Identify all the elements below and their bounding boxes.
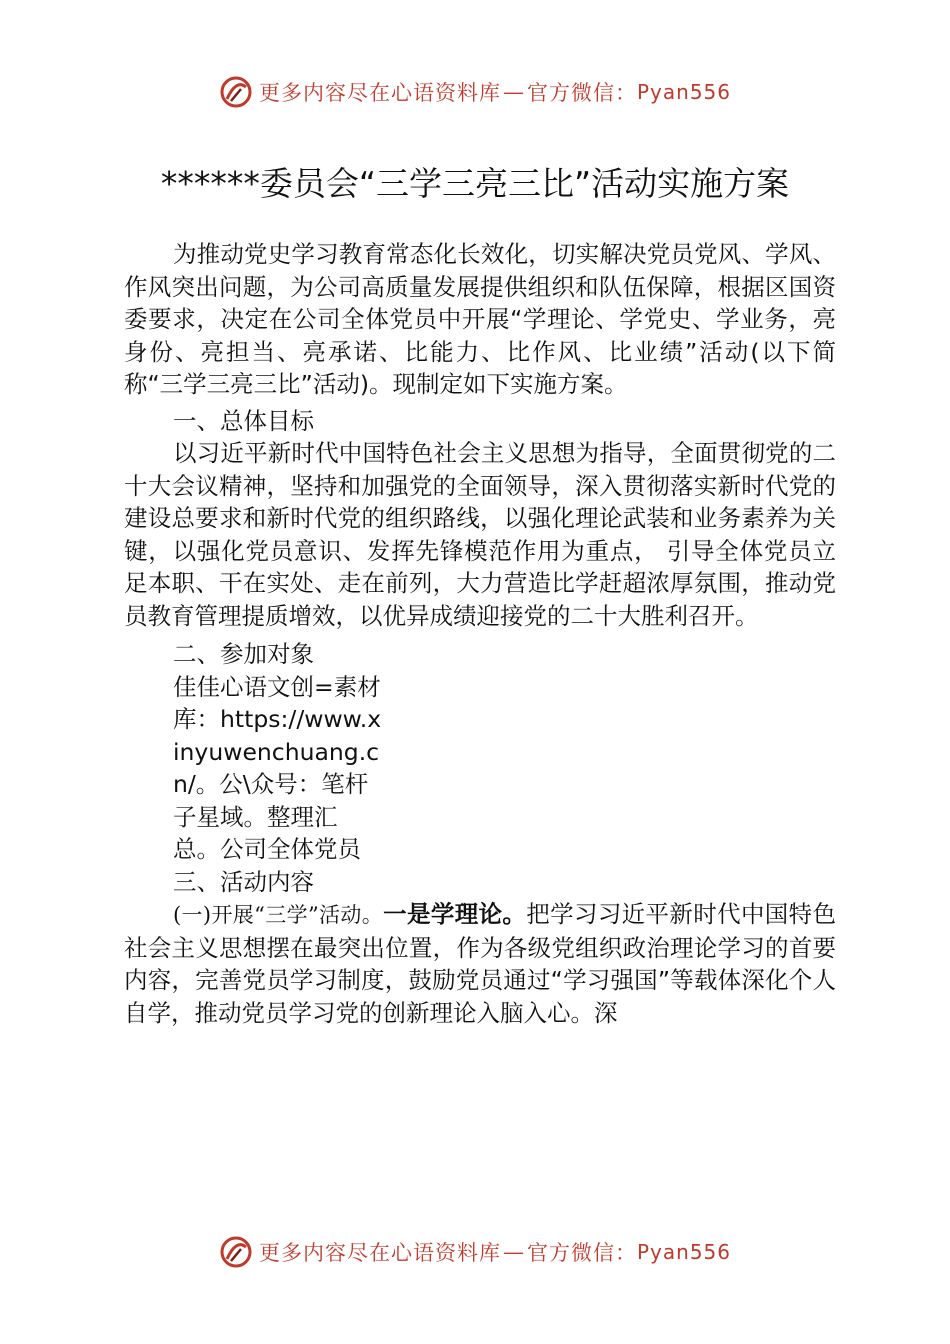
section2-heading: 二、参加对象 bbox=[173, 640, 314, 668]
banner-separator: — bbox=[502, 1240, 525, 1264]
banner-wechat-id: Pyan556 bbox=[636, 1240, 731, 1264]
section3-bold: 一是学理论。 bbox=[383, 900, 527, 928]
banner-separator: — bbox=[502, 80, 525, 104]
banner-wechat-label: 官方微信： bbox=[526, 81, 637, 105]
banner-text: 更多内容尽在心语资料库 bbox=[258, 1241, 501, 1265]
banner-wechat-id: Pyan556 bbox=[636, 80, 731, 104]
footer-banner bbox=[0, 1232, 950, 1272]
banner-wechat-label: 官方微信： bbox=[526, 1241, 637, 1265]
section1-paragraph: 以习近平新时代中国特色社会主义思想为指导，全面贯彻党的二十大会议精神，坚持和加强党的全面领导，深入贯彻落实新时代党的建设总要求和新时代党的组织路线，以强化理论武装和业务素养为关键，以强化党员意识、发挥先锋模范作用为重点， 引导全体党员立足本职、干在实处、走在前列，大力营造比学赶超浓厚氛围，推动党员教育管理提质增效，以优异成绩迎接党的二十大胜利召开。 bbox=[124, 439, 836, 630]
seal-logo-icon bbox=[219, 75, 253, 109]
banner-text: 更多内容尽在心语资料库 bbox=[258, 81, 501, 105]
section3-paragraph bbox=[124, 898, 836, 1029]
section3-body: 把学习习近平新时代中国特色社会主义思想摆在最突出位置，作为各级党组织政治理论学习的首要内容，完善党员学习制度，鼓励党员通过“学习强国”等载体深化个人自学，推动党员学习党的创新理论入脑入心。深 bbox=[124, 900, 837, 1027]
section2-paragraph: 佳佳心语文创=素材库：https://www.xinyuwenchuang.cn/。公\众号：笔杆子星域。整理汇总。公司全体党员三、活动内容 bbox=[173, 672, 382, 896]
intro-paragraph: 为推动党史学习教育常态化长效化，切实解决党员党风、学风、作风突出问题，为公司高质量发展提供组织和队伍保障，根据区国资委要求，决定在公司全体党员中开展“学理论、学党史、学业务，亮身份、亮担当、亮承诺、比能力、比作风、比业绩”活动(以下简称“三学三亮三比”活动)。现制定如下实施方案。 bbox=[124, 240, 836, 398]
header-banner bbox=[0, 72, 950, 112]
seal-logo-icon bbox=[219, 1235, 253, 1269]
section1-heading: 一、总体目标 bbox=[173, 406, 314, 435]
document-body bbox=[124, 238, 836, 1029]
document-title: ******委员会“三学三亮三比”活动实施方案 bbox=[160, 164, 790, 203]
section3-lead: (一)开展“三学”活动。 bbox=[173, 903, 384, 927]
